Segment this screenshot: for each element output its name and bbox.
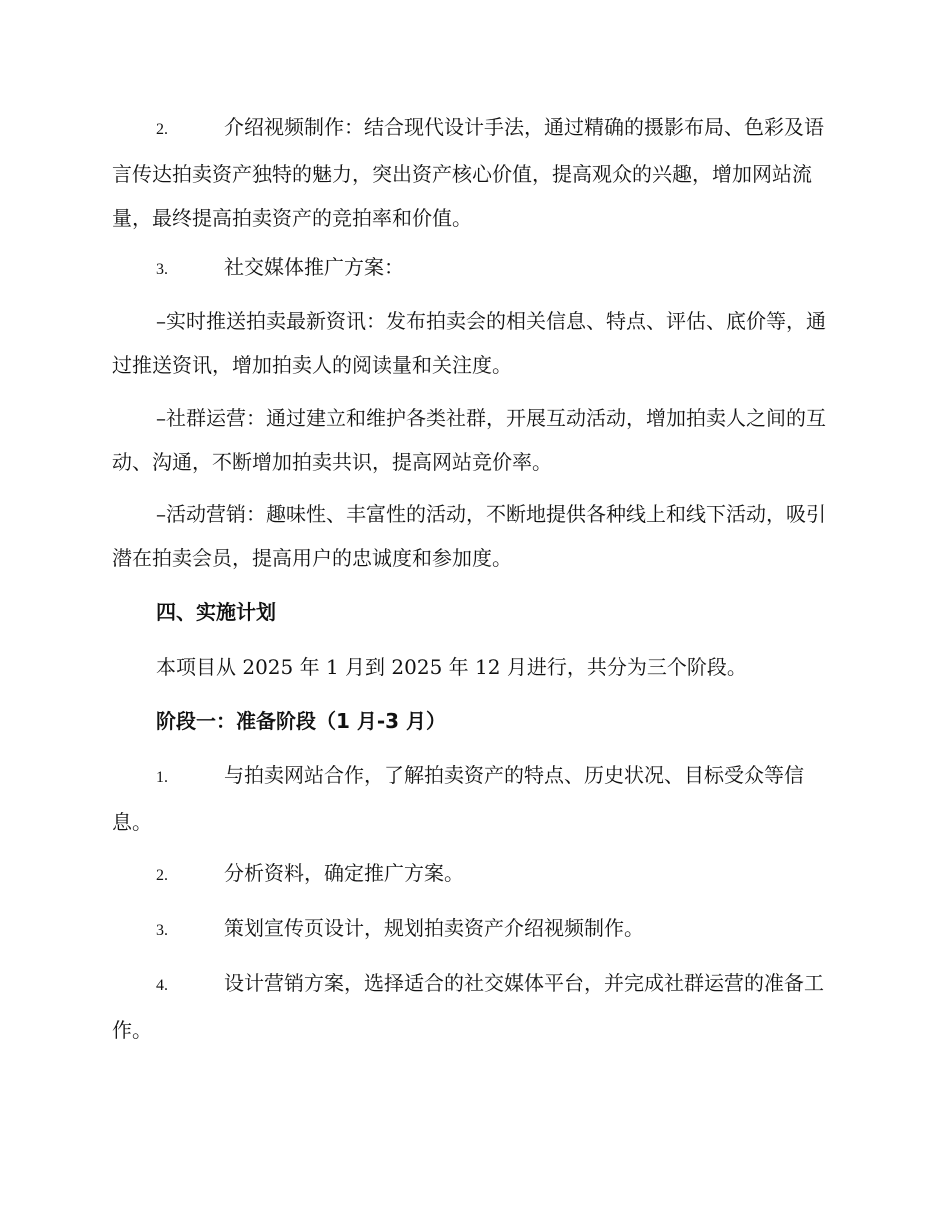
numbered-paragraph-phase-item-1 [112, 753, 832, 844]
list-number: 4. [156, 977, 168, 994]
numbered-paragraph-intro-video [112, 105, 832, 240]
paragraph-text: 策划宣传页设计，规划拍卖资产介绍视频制作。 [224, 916, 644, 940]
paragraph-text: 分析资料，确定推广方案。 [224, 861, 464, 885]
paragraph-text: 设计营销方案，选择适合的社交媒体平台，并完成社群运营的准备工作。 [112, 971, 824, 1042]
numbered-paragraph-phase-item-2 [112, 851, 832, 898]
paragraph-text: 社交媒体推广方案： [224, 255, 404, 279]
section-heading: 四、实施计划 [156, 600, 276, 624]
list-number: 2. [156, 867, 168, 884]
list-number: 1. [156, 769, 168, 786]
paragraph-text: 与拍卖网站合作，了解拍卖资产的特点、历史状况、目标受众等信息。 [112, 763, 804, 834]
bullet-paragraph-events: –活动营销：趣味性、丰富性的活动，不断地提供各种线上和线下活动，吸引潜在拍卖会员，提高用户的忠诚度和参加度。 [112, 502, 826, 570]
bullet-paragraph-news: –实时推送拍卖最新资讯：发布拍卖会的相关信息、特点、评估、底价等，通过推送资讯，增加拍卖人的阅读量和关注度。 [112, 309, 826, 377]
list-number: 2. [156, 121, 168, 138]
bullet-paragraph-community: –社群运营：通过建立和维护各类社群，开展互动活动，增加拍卖人之间的互动、沟通，不断增加拍卖共识，提高网站竞价率。 [112, 406, 826, 474]
phase-one-heading: 阶段一：准备阶段（1 月-3 月） [156, 709, 447, 733]
list-number: 3. [156, 261, 168, 278]
list-number: 3. [156, 922, 168, 939]
numbered-paragraph-phase-item-4 [112, 961, 832, 1052]
numbered-paragraph-social-media [112, 245, 832, 292]
intro-paragraph: 本项目从 2025 年 1 月到 2025 年 12 月进行，共分为三个阶段。 [156, 655, 747, 679]
numbered-paragraph-phase-item-3 [112, 906, 832, 953]
paragraph-text: 介绍视频制作：结合现代设计手法，通过精确的摄影布局、色彩及语言传达拍卖资产独特的魅力，突出资产核心价值，提高观众的兴趣，增加网站流量，最终提高拍卖资产的竞拍率和价值。 [112, 115, 824, 230]
